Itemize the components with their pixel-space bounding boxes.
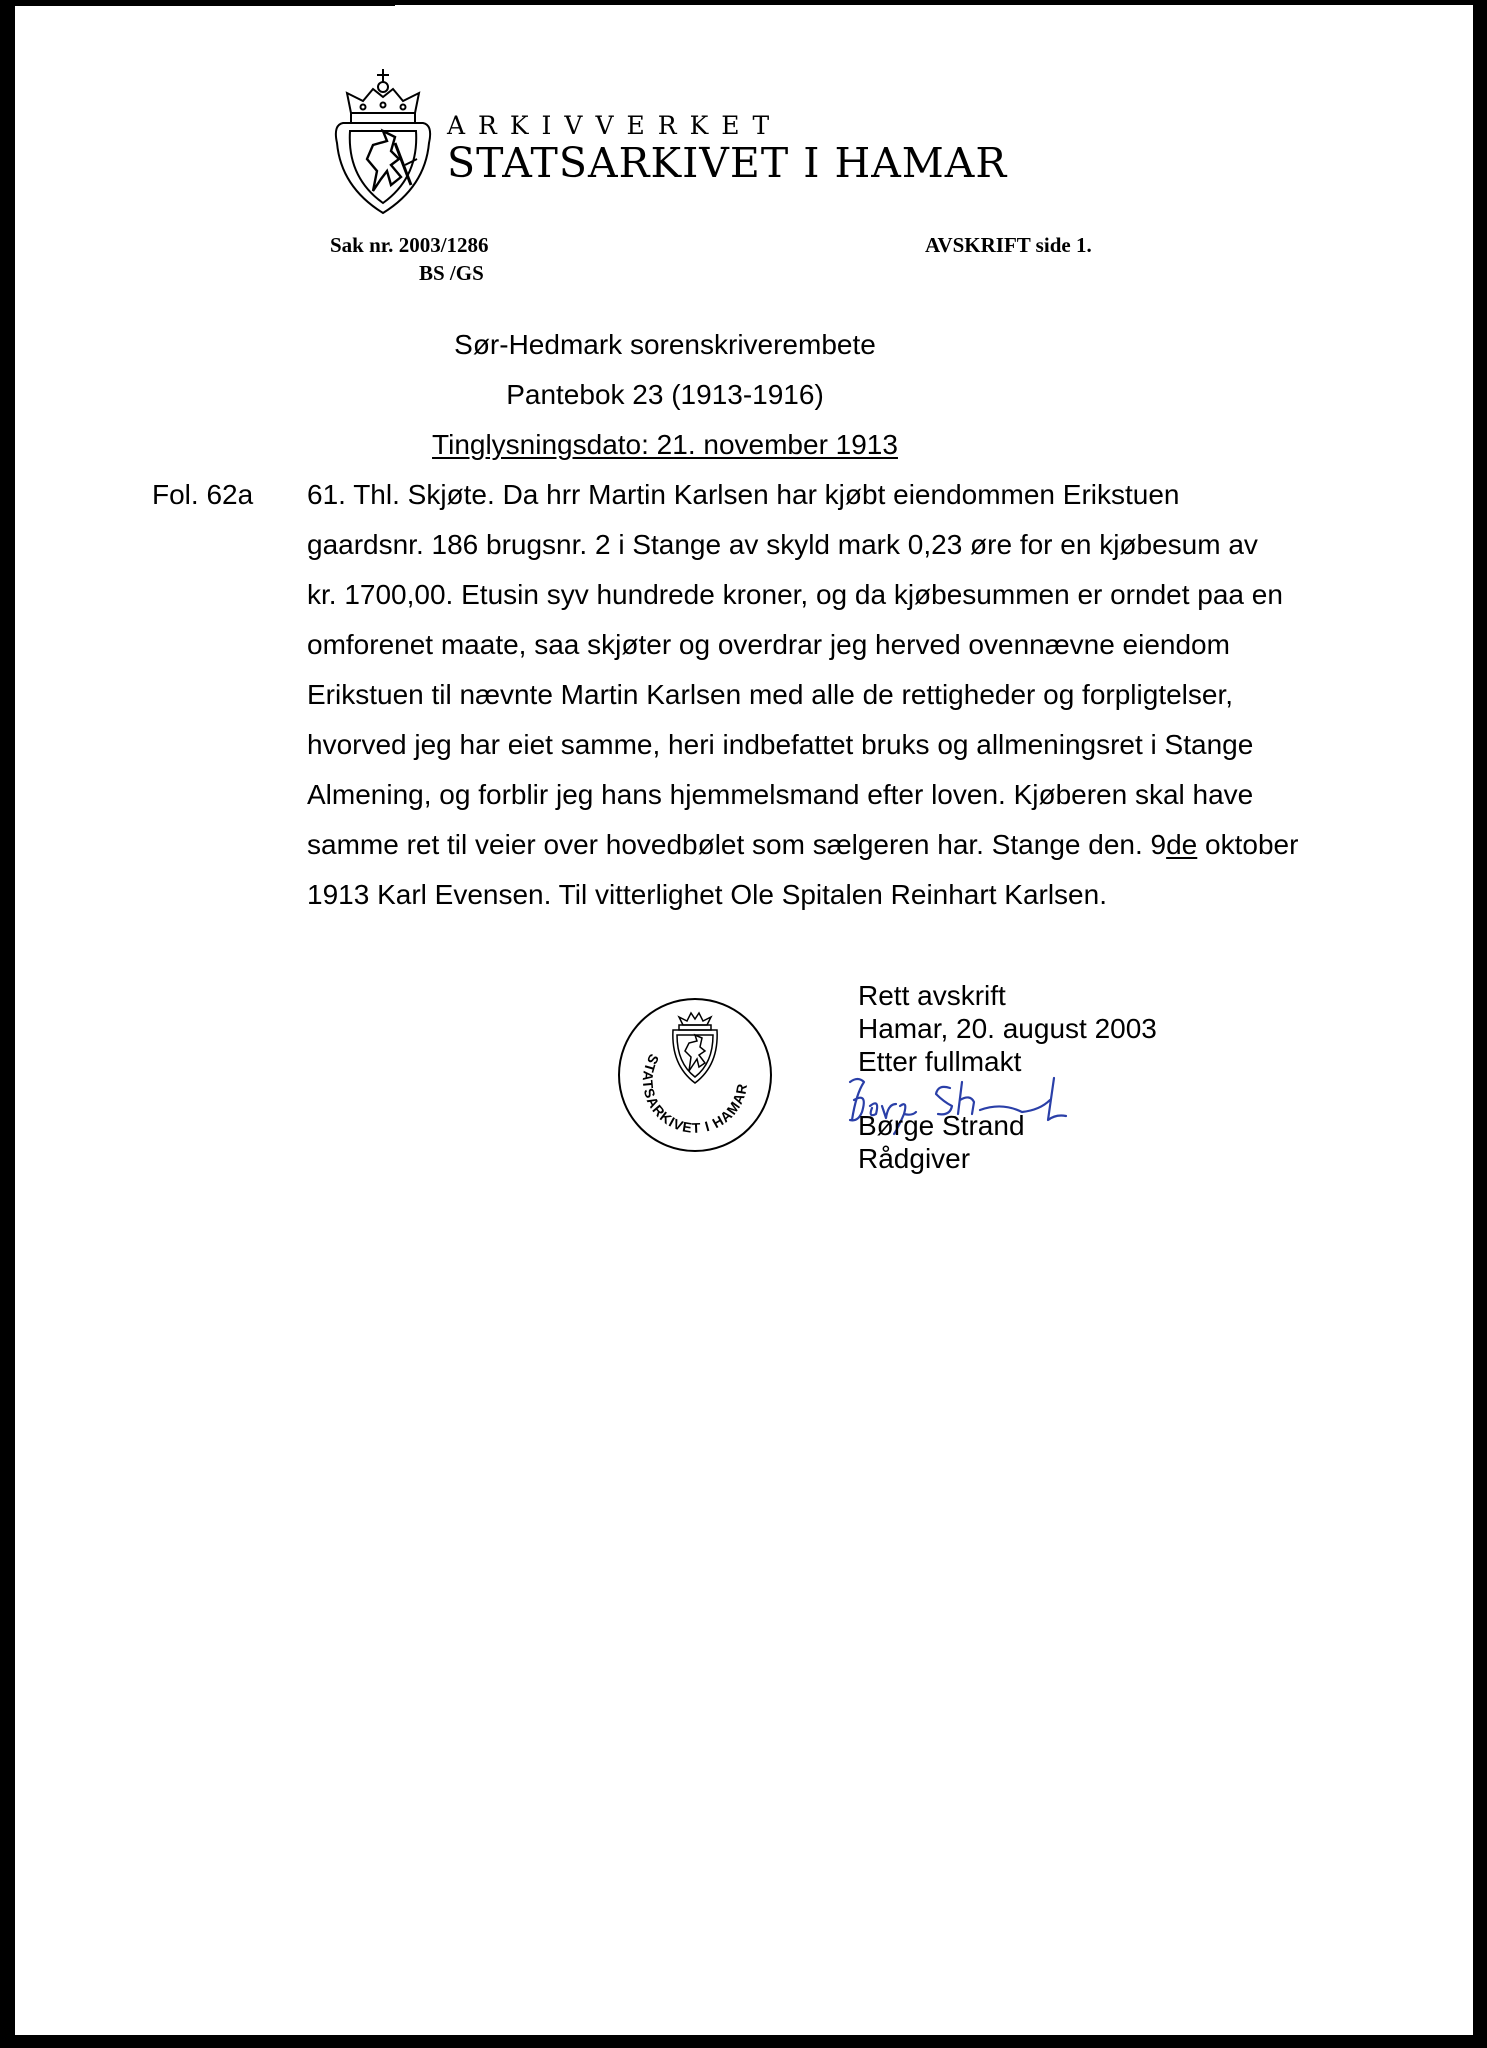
heading-book: Pantebok 23 (1913-1916) [506, 379, 824, 410]
transcript-label: AVSKRIFT side 1. [925, 233, 1092, 257]
entry-line-part: oktober [1197, 829, 1299, 860]
entry-line: Erikstuen til nævnte Martin Karlsen med alle de rettigheder og forpligtelser, [307, 679, 1234, 710]
initials: BS /GS [419, 261, 484, 285]
underlined-suffix: de [1166, 829, 1198, 860]
org-main-name: STATSARKIVET I HAMAR [447, 139, 1008, 187]
cert-name: Børge Strand [858, 1110, 1025, 1141]
org-sub-name: ARKIVVERKET [447, 111, 783, 140]
heading-court: Sør-Hedmark sorenskriverembete [454, 329, 876, 360]
case-number-label [330, 233, 489, 258]
entry-line [307, 829, 1298, 861]
cert-title: Rådgiver [858, 1143, 971, 1174]
entry-line-part: samme ret til veier over hovedbølet som sælgeren har. Stange den. 9 [307, 829, 1167, 860]
heading-date: Tinglysningsdato: 21. november 1913 [432, 429, 898, 460]
archive-stamp [615, 995, 775, 1155]
cert-line-3: Etter fullmakt [858, 1046, 1022, 1077]
stamp-text: STATSARKIVET I HAMAR [639, 1051, 751, 1136]
document-page [15, 5, 1473, 2035]
entry-line: omforenet maate, saa skjøter og overdrar jeg herved ovennævne eiendom [307, 629, 1230, 660]
cert-line-2: Hamar, 20. august 2003 [858, 1013, 1157, 1044]
entry-line: kr. 1700,00. Etusin syv hundrede kroner, og da kjøbesummen er orndet paa en [307, 579, 1283, 610]
top-edge-line [15, 5, 395, 6]
cert-line-1: Rett avskrift [858, 980, 1006, 1011]
case-label: Sak nr. [330, 233, 394, 257]
folio-label: Fol. 62a [152, 479, 254, 510]
entry-line: hvorved jeg har eiet samme, heri indbefattet bruks og allmeningsret i Stange [307, 729, 1254, 760]
entry-line: Almening, og forblir jeg hans hjemmelsmand efter loven. Kjøberen skal have [307, 779, 1254, 810]
case-number: 2003/1286 [398, 233, 489, 257]
coat-of-arms-icon [333, 67, 433, 217]
svg-text:STATSARKIVET I HAMAR [640, 1051, 750, 1135]
entry-line: 61. Thl. Skjøte. Da hrr Martin Karlsen har kjøbt eiendommen Erikstuen [307, 479, 1180, 510]
entry-line: gaardsnr. 186 brugsnr. 2 i Stange av skyld mark 0,23 øre for en kjøbesum av [307, 529, 1258, 560]
entry-line: 1913 Karl Evensen. Til vitterlighet Ole Spitalen Reinhart Karlsen. [307, 879, 1107, 910]
